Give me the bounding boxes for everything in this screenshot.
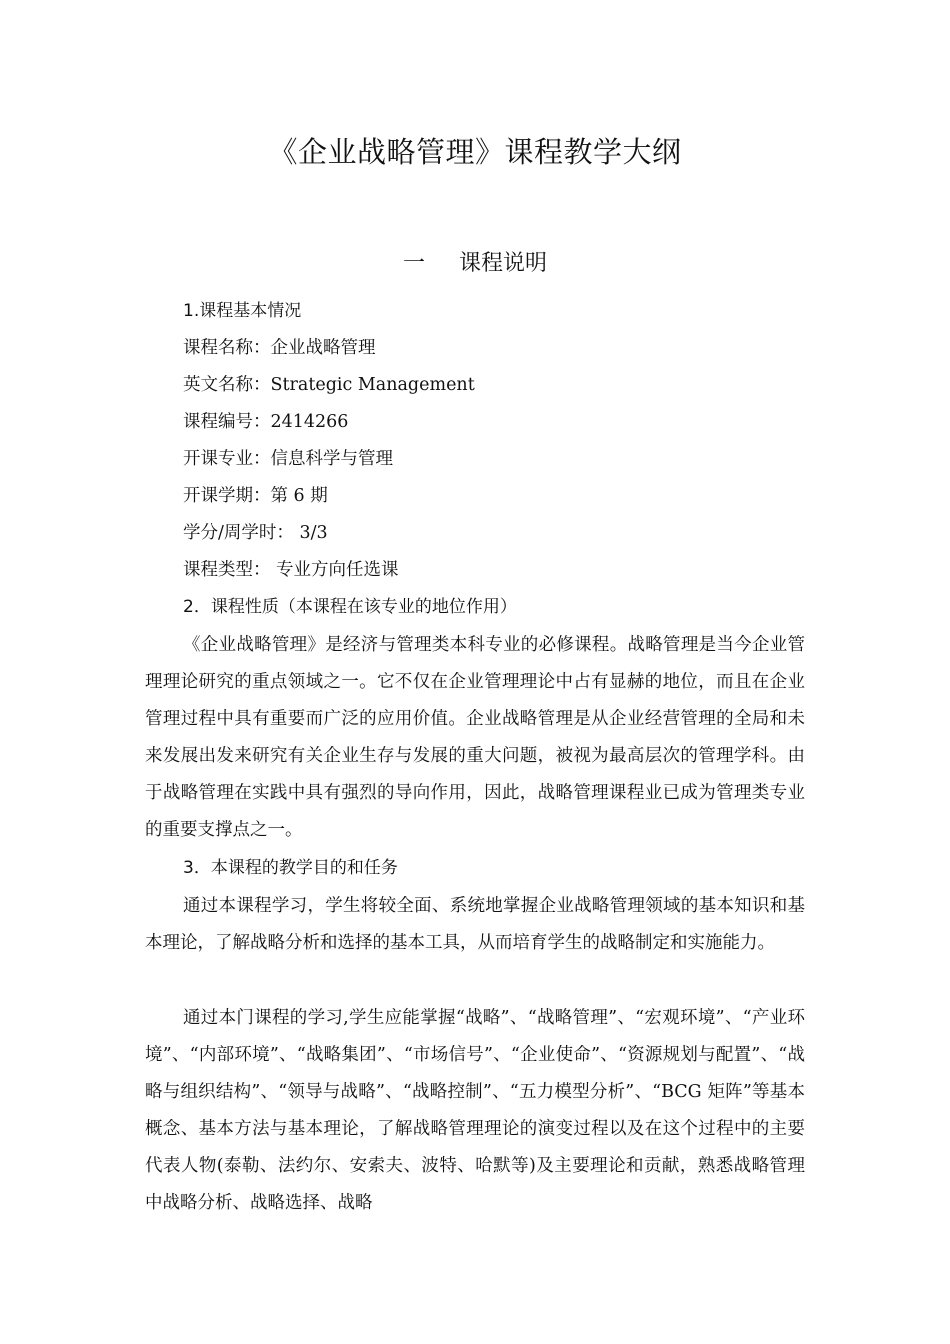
subheading-basic-info: 1.课程基本情况: [183, 301, 302, 321]
course-type-line: 课程类型： 专业方向任选课: [183, 560, 399, 580]
paragraph-purpose-1: 通过本课程学习，学生将较全面、系统地掌握企业战略管理领域的基本知识和基本理论，了解战略分析和选择的基本工具，从而培育学生的战略制定和实施能力。: [145, 896, 805, 953]
course-code-line: 课程编号：2414266: [183, 412, 349, 432]
subheading-course-nature: 2．课程性质（本课程在该专业的地位作用）: [183, 597, 517, 617]
term-line: 开课学期：第 6 期: [183, 486, 328, 506]
subheading-teaching-purpose: 3．本课程的教学目的和任务: [183, 858, 398, 878]
section-heading: [0, 246, 950, 282]
english-name-line: 英文名称：Strategic Management: [183, 375, 475, 395]
section-title: 课程说明: [459, 251, 548, 276]
credit-line: 学分/周学时： 3/3: [183, 523, 328, 543]
section-number: 一: [402, 251, 425, 276]
document-title: 《企业战略管理》课程教学大纲: [268, 135, 682, 169]
paragraph-course-nature: 《企业战略管理》是经济与管理类本科专业的必修课程。战略管理是当今企业管理理论研究的重点领域之一。它不仅在企业管理理论中占有显赫的地位，而且在企业管理过程中具有重要而广泛的应用价值。企业战略管理是从企业经营管理的全局和未来发展出发来研究有关企业生存与发展的重大问题，被视为最高层次的管理学科。由于战略管理在实践中具有强烈的导向作用，因此，战略管理课程业已成为管理类专业的重要支撑点之一。: [145, 635, 805, 840]
major-line: 开课专业：信息科学与管理: [183, 449, 393, 469]
paragraph-purpose-2: 通过本门课程的学习,学生应能掌握“战略”、“战略管理”、“宏观环境”、“产业环境”、“内部环境”、“战略集团”、“市场信号”、“企业使命”、“资源规划与配置”、“战略与组织结构”、“领导与战略”、“战略控制”、“五力模型分析”、“BCG 矩阵”等基本概念、基本方法与基本理论，了解战略管理理论的演变过程以及在这个过程中的主要代表人物(泰勒、法约尔、安索夫、波特、哈默等)及主要理论和贡献，熟悉战略管理中战略分析、战略选择、战略: [145, 1008, 805, 1213]
course-name-line: 课程名称：企业战略管理: [183, 338, 376, 358]
